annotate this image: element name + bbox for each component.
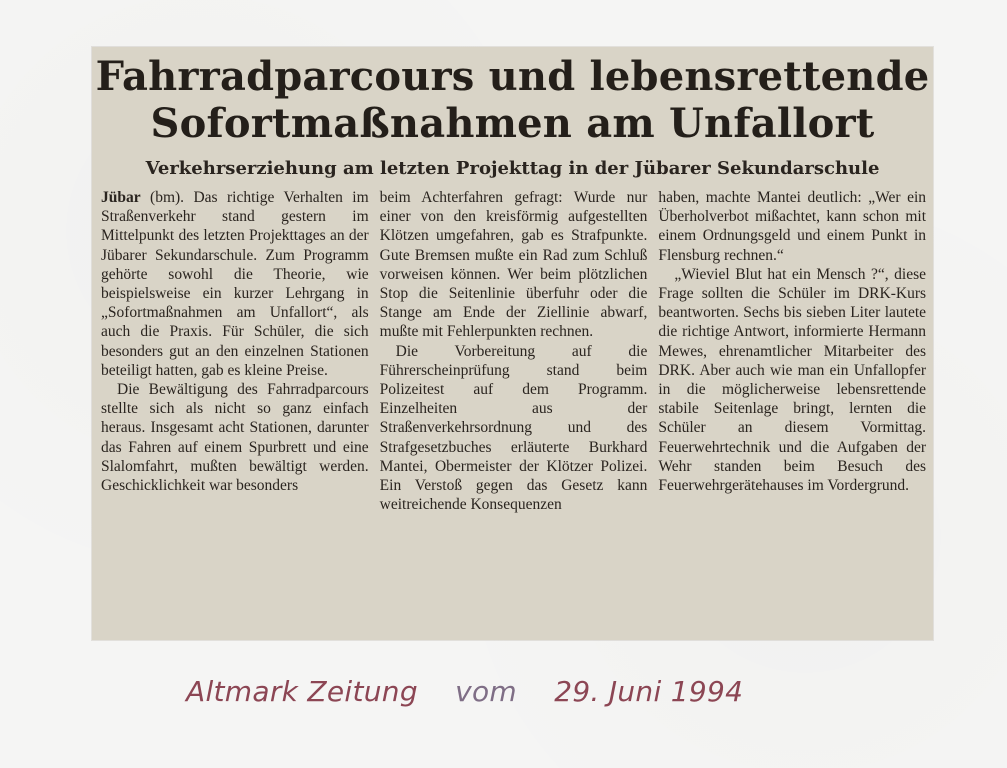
column-3	[658, 188, 926, 632]
newspaper-clipping	[92, 47, 933, 640]
column-1-paragraph-1	[101, 188, 369, 380]
handwritten-connector: vom	[455, 675, 517, 708]
column-3-paragraph-1: haben, machte Mantei deutlich: „Wer ein Überholverbot mißachtet, kann schon mit einem Ordnungsgeld und einem Punkt in Flensburg rechnen.“	[658, 189, 927, 264]
column-1-paragraph-2: Die Bewältigung des Fahrradparcours stellte sich als nicht so ganz einfach heraus. Insgesamt acht Stationen, darunter das Fahren auf einem Spurbrett und eine Slalomfahrt, mußten bewältigt werden. Geschicklichkeit war besonders	[101, 381, 369, 495]
handwritten-source-name: Altmark Zeitung	[186, 675, 418, 708]
article-subheadline: Verkehrserziehung am letzten Projekttag in der Jübarer Sekundarschule	[145, 158, 880, 179]
handwritten-source-note	[186, 676, 771, 708]
column-2	[380, 188, 648, 632]
column-1-paragraph-1-text: (bm). Das richtige Verhalten im Straßenverkehr stand gestern im Mittelpunkt des letzten Projekttages an der Jübarer Sekundarschule. Zum Programm gehörte sowohl die Theorie, wie beispielsweise ein kurzer Lehrgang in „Sofortmaßnahmen am Unfallort“, als auch die Praxis. Für Schüler, die sich besonders gut an den einzelnen Stationen beteiligt hatten, gab es kleine Preise.	[101, 189, 369, 379]
column-2-paragraph-2: Die Vorbereitung auf die Führerscheinprüfung stand beim Polizeitest auf dem Programm. Einzelheiten aus der Straßenverkehrsordnung und des Strafgesetzbuches erläuterte Burkhard Mantei, Obermeister der Klötzer Polizei. Ein Verstoß gegen das Gesetz kann weitreichende Konsequenzen	[379, 342, 648, 514]
column-3-paragraph-2: „Wieviel Blut hat ein Mensch ?“, diese Frage sollten die Schüler im DRK-Kurs beantworten. Sechs bis sieben Liter lautete die richtige Antwort, informierte Hermann Mewes, ehrenamtlicher Mitarbeiter des DRK. Aber auch wie man ein Unfallopfer in die möglicherweise lebensrettende stabile Seitenlage bringt, lernten die Schüler an diesem Vormittag. Feuerwehrtechnik und die Aufgaben der Wehr standen beim Besuch des Feuerwehrgerätehauses im Vordergrund.	[658, 265, 927, 495]
handwritten-date: 29. Juni 1994	[554, 675, 744, 708]
headline-line-2: Sofortmaßnahmen am Unfallort	[150, 100, 875, 147]
column-2-paragraph-1: beim Achterfahren gefragt: Wurde nur einer von den kreisförmig aufgestellten Klötzen umgefahren, gab es Strafpunkte. Gute Bremsen mußte ein Rad zum Schluß vorweisen können. Wer beim plötzlichen Stop die Seitenlinie überfuhr oder die Stange am Ende der Ziellinie abwarf, mußte mit Fehlerpunkten rechnen.	[379, 189, 648, 341]
headline-line-1: Fahrradparcours und lebensrettende	[95, 53, 930, 100]
dateline: Jübar	[101, 189, 141, 206]
article-body	[101, 188, 926, 632]
column-1	[101, 188, 369, 632]
article-headline	[92, 53, 933, 147]
